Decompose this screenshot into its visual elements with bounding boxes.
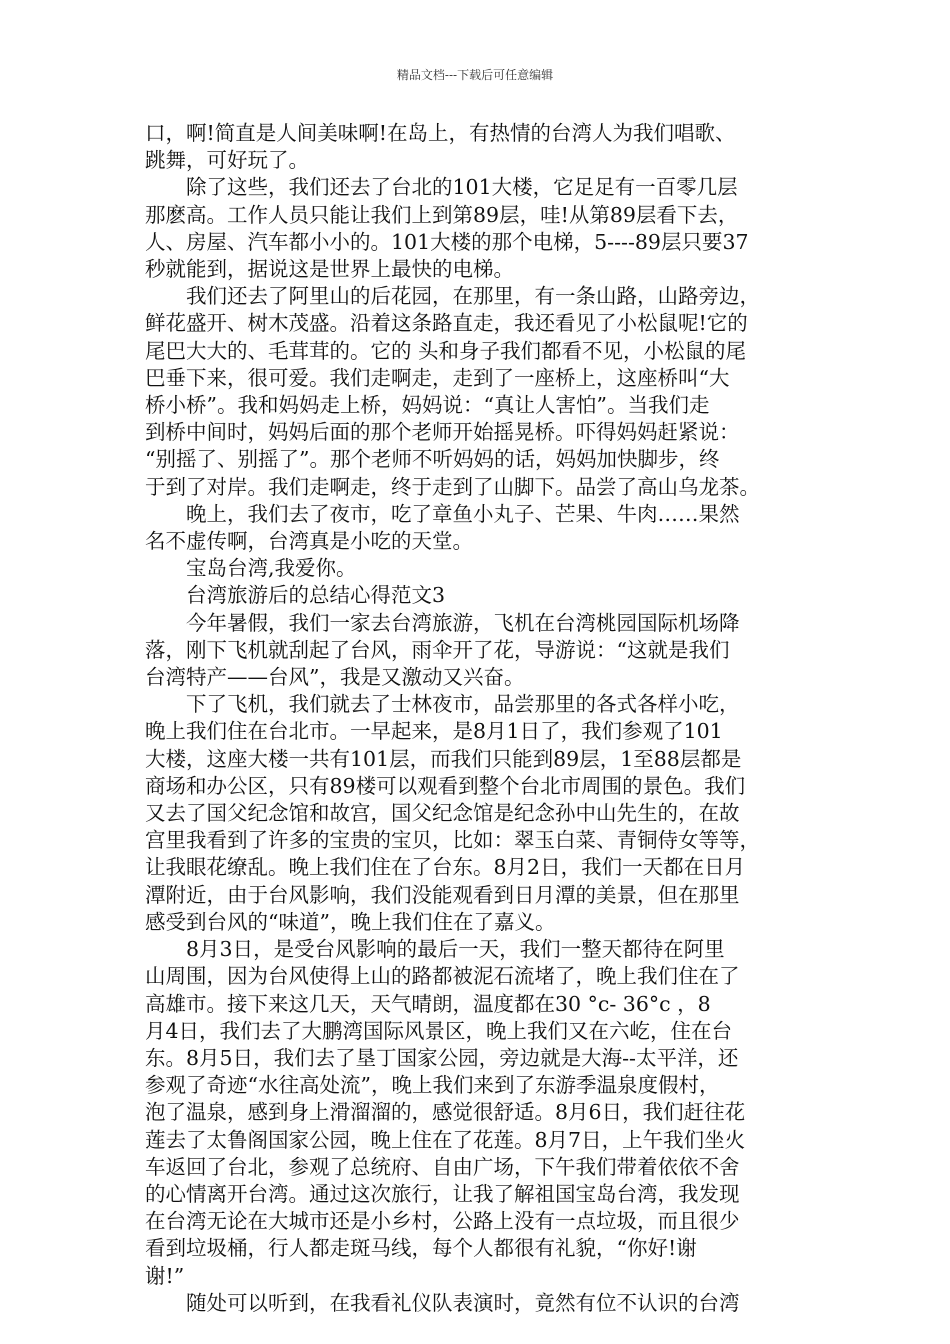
- text-line: 那麽高。工作人员只能让我们上到第89层，哇!从第89层看下去，: [145, 202, 739, 227]
- page-header: 精品文档---下载后可任意编辑: [396, 68, 554, 82]
- text-line: 感受到台风的“味道”，晚上我们住在了嘉义。: [145, 909, 556, 934]
- text-line: 晚上我们住在台北市。一早起来，是8月1日了，我们参观了101: [145, 719, 723, 744]
- text-line: 落，刚下飞机就刮起了台风，雨伞开了花，导游说：“这就是我们: [145, 637, 730, 662]
- text-line: 莲去了太鲁阁国家公园，晚上住在了花莲。8月7日，上午我们坐火: [145, 1127, 746, 1152]
- text-line: 山周围，因为台风使得上山的路都被泥石流堵了，晚上我们住在了: [145, 964, 740, 989]
- text-line: 鲜花盛开、树木茂盛。沿着这条路直走，我还看见了小松鼠呢!它的: [145, 311, 748, 336]
- text-line: 高雄市。接下来这几天，天气晴朗，温度都在30 °c- 36°c ，8: [145, 991, 711, 1016]
- text-line: 在台湾无论在大城市还是小乡村，公路上没有一点垃圾，而且很少: [145, 1209, 740, 1234]
- document-body: [145, 120, 810, 1317]
- text-line: 随处可以听到，在我看礼仪队表演时，竟然有位不认识的台湾: [145, 1290, 740, 1315]
- text-line: 车返回了台北，参观了总统府、自由广场，下午我们带着依依不舍: [145, 1154, 740, 1179]
- text-line: 让我眼花缭乱。晚上我们住在了台东。8月2日，我们一天都在日月: [145, 855, 746, 880]
- text-line: 到桥中间时，妈妈后面的那个老师开始摇晃桥。吓得妈妈赶紧说：: [145, 420, 740, 445]
- text-line: 泡了温泉，感到身上滑溜溜的，感觉很舒适。8月6日，我们赶往花: [145, 1100, 746, 1125]
- text-line: 大楼，这座大楼一共有101层，而我们只能到89层，1至88层都是: [145, 746, 742, 771]
- text-line: 潭附近，由于台风影响，我们没能观看到日月潭的美景，但在那里: [145, 882, 740, 907]
- text-line: 参观了奇迹“水往高处流”，晚上我们来到了东游季温泉度假村，: [145, 1073, 720, 1098]
- text-line: 商场和办公区，只有89楼可以观看到整个台北市周围的景色。我们: [145, 773, 746, 798]
- text-line: 又去了国父纪念馆和故宫，国父纪念馆是纪念孙中山先生的，在故: [145, 801, 740, 826]
- text-line: 东。8月5日，我们去了垦丁国家公园，旁边就是大海--太平洋，还: [145, 1045, 739, 1070]
- text-line: 下了飞机，我们就去了士林夜市，品尝那里的各式各样小吃，: [145, 692, 740, 717]
- text-line: 我们还去了阿里山的后花园，在那里，有一条山路，山路旁边，: [145, 284, 760, 309]
- text-line: 晚上，我们去了夜市，吃了章鱼小丸子、芒果、牛肉……果然: [145, 501, 740, 526]
- text-line: 宫里我看到了许多的宝贵的宝贝，比如：翠玉白菜、青铜侍女等等，: [145, 828, 760, 853]
- text-line: “别摇了、别摇了”。那个老师不听妈妈的话，妈妈加快脚步，终: [145, 447, 720, 472]
- text-line: 月4日，我们去了大鹏湾国际风景区，晚上我们又在六屹，住在台: [145, 1018, 733, 1043]
- text-line: 宝岛台湾,我爱你。: [145, 556, 357, 581]
- text-line: 除了这些，我们还去了台北的101大楼，它足足有一百零几层: [145, 175, 738, 200]
- text-line: 名不虚传啊，台湾真是小吃的天堂。: [145, 529, 473, 554]
- text-line: 巴垂下来，很可爱。我们走啊走，走到了一座桥上，这座桥叫“大: [145, 365, 730, 390]
- text-line: 台湾特产——台风”，我是又激动又兴奋。: [145, 665, 525, 690]
- text-line: 今年暑假，我们一家去台湾旅游，飞机在台湾桃园国际机场降: [145, 610, 740, 635]
- text-line: 看到垃圾桶，行人都走斑马线，每个人都很有礼貌，“你好!谢: [145, 1236, 697, 1261]
- text-line: 秒就能到，据说这是世界上最快的电梯。: [145, 257, 514, 282]
- text-line: 口，啊!简直是人间美味啊!在岛上，有热情的台湾人为我们唱歌、: [145, 121, 736, 145]
- text-line: 8月3日，是受台风影响的最后一天，我们一整天都待在阿里: [145, 937, 725, 962]
- text-line: 尾巴大大的、毛茸茸的。它的 头和身子我们都看不见，小松鼠的尾: [145, 338, 747, 363]
- text-line: 跳舞，可好玩了。: [145, 148, 309, 173]
- text-line: 桥小桥”。我和妈妈走上桥，妈妈说：“真让人害怕”。当我们走: [145, 393, 710, 418]
- text-line: 于到了对岸。我们走啊走，终于走到了山脚下。品尝了高山乌龙茶。: [145, 474, 760, 499]
- text-line: 谢!”: [145, 1263, 185, 1288]
- text-line: 台湾旅游后的总结心得范文3: [145, 583, 446, 608]
- text-line: 人、房屋、汽车都小小的。101大楼的那个电梯，5----89层只要37: [145, 229, 749, 254]
- text-line: 的心情离开台湾。通过这次旅行，让我了解祖国宝岛台湾，我发现: [145, 1181, 740, 1206]
